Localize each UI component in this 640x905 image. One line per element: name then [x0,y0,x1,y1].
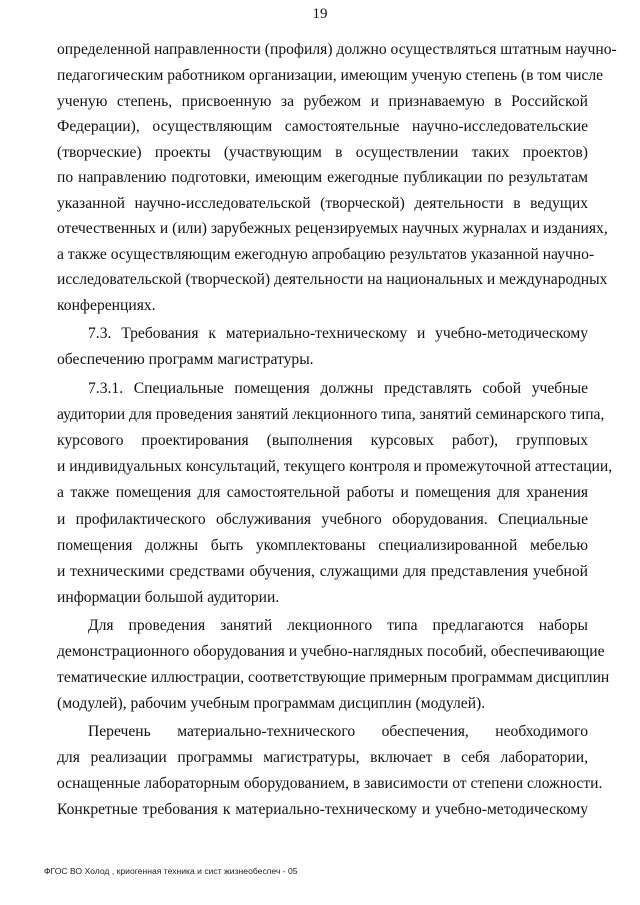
text-line: 7.3.1. Специальные помещения должны представлять собой учебные [88,380,588,397]
text-line: Перечень материально-технического обеспечения, необходимого [88,723,588,740]
text-line: (творческие) проекты (участвующим в осуществлении таких проектов) [57,144,588,161]
text-line: курсового проектирования (выполнения курсовых работ), групповых [57,432,588,449]
text-line: и индивидуальных консультаций, текущего контроля и промежуточной аттестации, [57,458,613,475]
text-line: педагогическим работником организации, имеющим ученую степень (в том числе [57,67,604,84]
section-heading-line: 7.3. Требования к материально-техническому и учебно-методическому [88,325,588,342]
text-line: исследовательской (творческой) деятельности на национальных и международных [57,271,608,288]
section-heading-line: обеспечению программ магистратуры. [57,351,314,368]
text-line: ученую степень, присвоенную за рубежом и признаваемую в Российской [57,93,588,110]
text-line: Федерации), осуществляющим самостоятельные научно-исследовательские [57,118,588,135]
footer-text: ФГОС ВО Холод , криогенная техника и сист жизнеобеспеч - 05 [44,866,298,876]
text-line: демонстрационного оборудования и учебно-наглядных пособий, обеспечивающие [57,643,605,660]
page-number: 19 [312,6,328,22]
text-line: указанной научно-исследовательской (творческой) деятельности в ведущих [57,195,588,212]
text-line: для реализации программы магистратуры, включает в себя лаборатории, [57,749,588,766]
text-line: (модулей), рабочим учебным программам дисциплин (модулей). [57,695,486,712]
text-line: Для проведения занятий лекционного типа предлагаются наборы [88,617,588,634]
text-line: помещения должны быть укомплектованы специализированной мебелью [57,537,588,554]
text-line: и техническими средствами обучения, служащими для представления учебной [57,563,588,580]
text-line: отечественных и (или) зарубежных рецензируемых научных журналах и изданиях, [57,220,608,237]
text-line: конференциях. [57,297,156,314]
text-line: аудитории для проведения занятий лекционного типа, занятий семинарского типа, [57,406,605,423]
text-line: по направлению подготовки, имеющим ежегодные публикации по результатам [57,169,588,186]
text-line: а также осуществляющим ежегодную апробацию результатов указанной научно- [57,246,595,263]
text-line: тематические иллюстрации, соответствующие примерным программам дисциплин [57,669,610,686]
text-line: а также помещения для самостоятельной работы и помещения для хранения [57,484,588,501]
text-line: информации большой аудитории. [57,589,280,606]
text-line: и профилактического обслуживания учебного оборудования. Специальные [57,511,588,528]
text-line: Конкретные требования к материально-техническому и учебно-методическому [57,801,588,818]
text-line: определенной направленности (профиля) должно осуществляться штатным научно- [57,41,617,58]
text-line: оснащенные лабораторным оборудованием, в зависимости от степени сложности. [57,775,603,792]
